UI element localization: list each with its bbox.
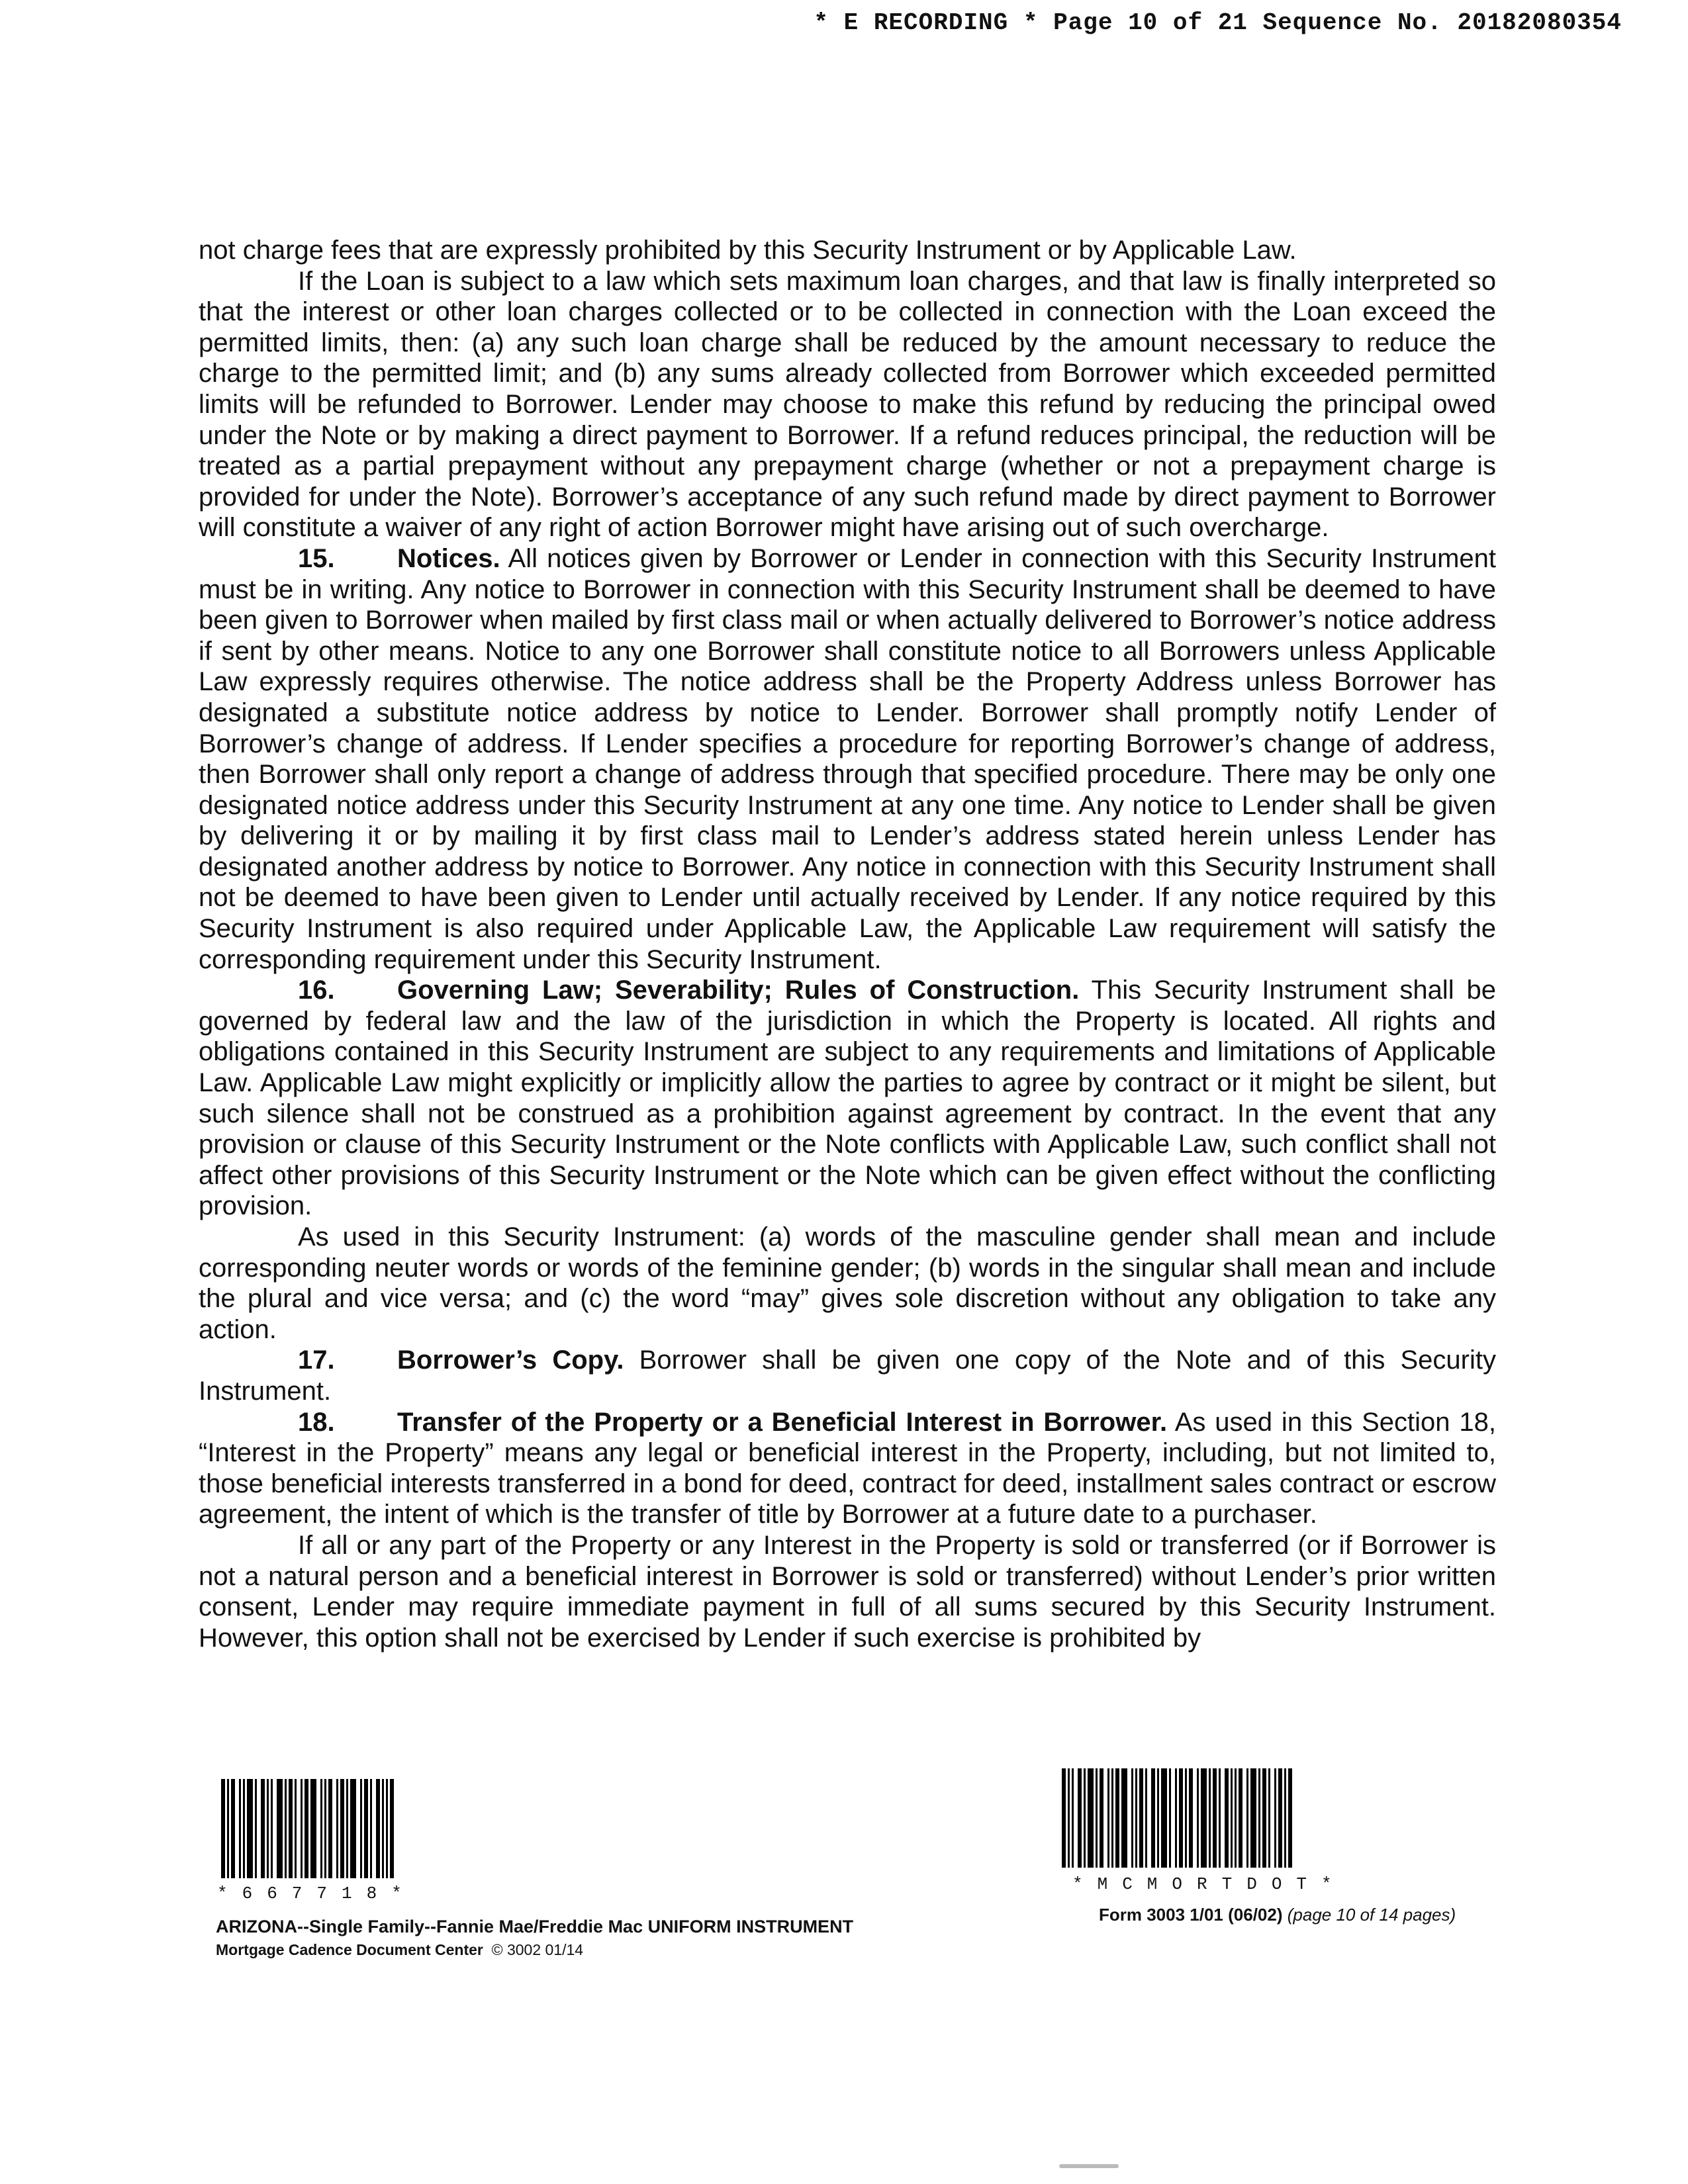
barcode-bar xyxy=(1201,1768,1207,1868)
section-18 xyxy=(199,1407,1496,1530)
section-number: 15. xyxy=(298,543,335,573)
scan-artifact xyxy=(1059,2164,1119,2168)
barcode-bar xyxy=(1250,1768,1256,1868)
section-17 xyxy=(199,1345,1496,1406)
section-title: Transfer of the Property or a Beneficial Interest in Borrower. xyxy=(397,1407,1168,1437)
footer-page-count: (page 10 of 14 pages) xyxy=(1287,1905,1456,1925)
barcode-right xyxy=(1062,1768,1292,1868)
section-number: 17. xyxy=(298,1345,335,1375)
barcode-bar xyxy=(1088,1768,1094,1868)
paragraph: If the Loan is subject to a law which sets maximum loan charges, and that law is finally interpreted so that the interest or other loan charges collected or to be collected in connection with the Loan exceed the permitted limits, then: (a) any such loan charge shall be reduced by the amount necessary to reduce the charge to the permitted limit; and (b) any sums already collected from Borrower which exceeded permitted limits will be refunded to Borrower. Lender may choose to make this refund by reducing the principal owed under the Note or by making a direct payment to Borrower. If a refund reduces principal, the reduction will be treated as a partial prepayment without any prepayment charge (whether or not a prepayment charge is provided for under the Note). Borrower’s acceptance of any such refund made by direct payment to Borrower will constitute a waiver of any right of action Borrower might have arising out of such overcharge. xyxy=(199,266,1496,543)
section-16 xyxy=(199,975,1496,1222)
barcode-bar xyxy=(350,1779,356,1878)
section-title: Borrower’s Copy. xyxy=(397,1345,624,1375)
section-title: Notices. xyxy=(397,543,500,573)
paragraph: not charge fees that are expressly prohibited by this Security Instrument or by Applicable Law. xyxy=(199,236,1297,265)
section-text: Borrower shall be given one copy of the Note and of this Security Instrument. xyxy=(199,1345,1496,1406)
footer-document-center xyxy=(216,1941,583,1959)
barcode-left xyxy=(221,1779,394,1878)
paragraph: As used in this Security Instrument: (a) words of the masculine gender shall mean and include corresponding neuter words or words of the feminine gender; (b) words in the singular shall mean and include the plural and vice versa; and (c) the word “may” gives sole discretion without any obligation to take any action. xyxy=(199,1222,1496,1344)
barcode-bar xyxy=(390,1779,394,1878)
barcode-bar xyxy=(277,1779,283,1878)
barcode-left-caption: *667718* xyxy=(217,1884,416,1903)
section-title: Governing Law; Severability; Rules of Construction. xyxy=(397,976,1080,1005)
footer-form-info xyxy=(1099,1905,1456,1925)
footer-center-code: © 3002 01/14 xyxy=(491,1941,584,1958)
section-text: This Security Instrument shall be governed by federal law and the law of the jurisdiction in which the Property is located. All rights and obligations contained in this Security Instrument are subject to any requirements and limitations of Applicable Law. Applicable Law might explicitly or implicitly allow the parties to agree by contract or it might be silent, but such silence shall not be construed as a prohibition against agreement by contract. In the event that any provision or clause of this Security Instrument or the Note conflicts with Applicable Law, such conflict shall not affect other provisions of this Security Instrument or the Note which can be given effect without the conflicting provision. xyxy=(199,976,1496,1221)
section-number: 18. xyxy=(298,1407,335,1437)
footer-instrument-title: ARIZONA--Single Family--Fannie Mae/Freddie Mac UNIFORM INSTRUMENT xyxy=(216,1917,854,1936)
barcode-bar xyxy=(1161,1768,1167,1868)
barcode-bar xyxy=(1121,1768,1127,1868)
footer-form-number: Form 3003 1/01 (06/02) xyxy=(1099,1905,1283,1925)
section-text: All notices given by Borrower or Lender in connection with this Security Instrument must be in writing. Any notice to Borrower in connection with this Security Instrument shall be deemed to have been given to Borrower when mailed by first class mail or when actually delivered to Borrower’s notice address if sent by other means. Notice to any one Borrower shall constitute notice to all Borrowers unless Applicable Law expressly requires otherwise. The notice address shall be the Property Address unless Borrower has designated a substitute notice address by notice to Lender. Borrower shall promptly notify Lender of Borrower’s change of address. If Lender specifies a procedure for reporting Borrower’s change of address, then Borrower shall only report a change of address through that specified procedure. There may be only one designated notice address under this Security Instrument at any one time. Any notice to Lender shall be given by delivering it or by mailing it by first class mail to Lender’s address stated herein unless Lender has designated another address by notice to Borrower. Any notice in connection with this Security Instrument shall not be deemed to have been given to Lender until actually received by Lender. If any notice required by this Security Instrument is also required under Applicable Law, the Applicable Law requirement will satisfy the corresponding requirement under this Security Instrument. xyxy=(199,543,1496,974)
section-text: As used in this Section 18, “Interest in the Property” means any legal or beneficial interest in the Property, including, but not limited to, those beneficial interests transferred in a bond for deed, contract for deed, installment sales contract or escrow agreement, the intent of which is the transfer of title by Borrower at a future date to a purchaser. xyxy=(199,1407,1496,1529)
paragraph: If all or any part of the Property or any Interest in the Property is sold or transferred (or if Borrower is not a natural person and a beneficial interest in Borrower is sold or transferred) without Lender’s prior written consent, Lender may require immediate payment in full of all sums secured by this Security Instrument. However, this option shall not be exercised by Lender if such exercise is prohibited by xyxy=(199,1530,1496,1653)
recording-header: * E RECORDING * Page 10 of 21 Sequence No. 20182080354 xyxy=(814,9,1622,36)
section-number: 16. xyxy=(298,976,335,1005)
footer-center-name: Mortgage Cadence Document Center xyxy=(216,1941,483,1958)
barcode-bar xyxy=(247,1779,253,1878)
document-body xyxy=(199,235,1496,1653)
section-15 xyxy=(199,543,1496,975)
barcode-bar xyxy=(310,1779,316,1878)
barcode-right-caption: *MCMORTDOT* xyxy=(1072,1874,1346,1894)
barcode-bar xyxy=(1288,1768,1292,1868)
